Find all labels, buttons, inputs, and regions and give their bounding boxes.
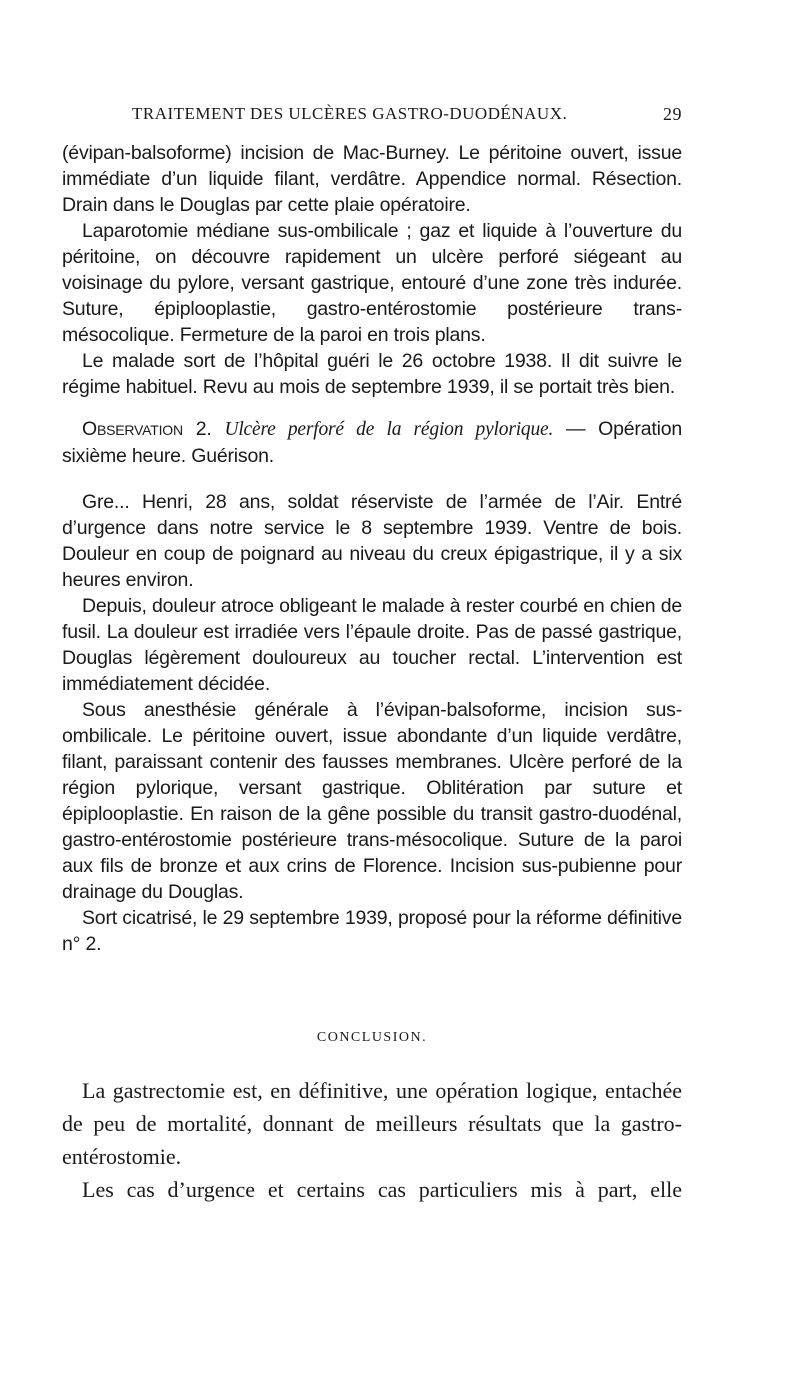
page-number: 29 [663,104,682,124]
paragraph-discharge: Sort cicatrisé, le 29 septembre 1939, proposé pour la réforme définitive n° 2. [62,907,682,955]
observation-label: Observation 2. [82,418,212,440]
observation-heading [62,416,682,469]
observation-title: Ulcère perforé de la région pylorique. [224,419,554,440]
paragraph-operation: Sous anesthésie générale à l’évipan-balsoforme, incision sus-ombilicale. Le péritoine ouvert, issue abondante d’un liquide verdâtre, filant, paraissant contenir des fausses membranes. Ulcère perforé de la région pylorique, versant gastrique. Oblitération par suture et épiplooplastie. En raison de la gêne possible du transit gastro-duodénal, gastro-entérostomie postérieure trans-mésocolique. Suture de la paroi aux fils de bronze et aux crins de Florence. Incision sus-pubienne pour drainage du Douglas. [62,699,682,903]
paragraph-laparotomy: Laparotomie médiane sus-ombilicale ; gaz et liquide à l’ouverture du péritoine, on découvre rapidement un ulcère perforé siégeant au voisinage du pylore, versant gastrique, entouré d’une zone très indurée. Suture, épiplooplastie, gastro-entérostomie postérieure trans-mésocolique. Fermeture de la paroi en trois plans. [62,220,682,346]
paragraph-surgery-report: (évipan-balsoforme) incision de Mac-Burney. Le péritoine ouvert, issue immédiate d’un liquide filant, verdâtre. Appendice normal. Résection. Drain dans le Douglas par cette plaie opératoire. [62,142,682,216]
conclusion-paragraph-1: La gastrectomie est, en définitive, une opération logique, entachée de peu de mortalité, donnant de meilleurs résultats que la gastro-entérostomie. [62,1078,682,1169]
running-title: TRAITEMENT DES ULCÈRES GASTRO-DUODÉNAUX. [132,104,568,123]
paragraph-symptoms: Depuis, douleur atroce obligeant le malade à rester courbé en chien de fusil. La douleur est irradiée vers l’épaule droite. Pas de passé gastrique, Douglas légèrement douloureux au toucher rectal. L’intervention est immédiatement décidée. [62,595,682,695]
paragraph-patient-history: Gre... Henri, 28 ans, soldat réserviste de l’armée de l’Air. Entré d’urgence dans notre service le 8 septembre 1939. Ventre de bois. Douleur en coup de poignard au niveau du creux épigastrique, il y a six heures environ. [62,491,682,591]
conclusion-text [62,1074,682,1206]
conclusion-paragraph-2: Les cas d’urgence et certains cas particuliers mis à part, elle [82,1177,682,1202]
running-head [62,100,682,130]
body-text [62,140,682,957]
paragraph-outcome: Le malade sort de l’hôpital guéri le 26 octobre 1938. Il dit suivre le régime habituel. Revu au mois de septembre 1939, il se portait très bien. [62,350,682,398]
conclusion-heading: CONCLUSION. [316,1030,428,1045]
observation-summary: — Opération sixième heure. Guérison. [62,418,682,467]
